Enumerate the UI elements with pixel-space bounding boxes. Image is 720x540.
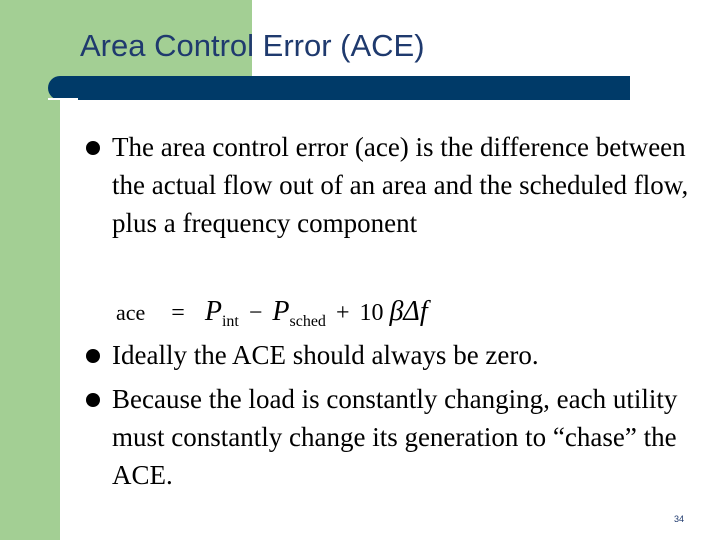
equation-minus: −	[248, 300, 263, 326]
ace-equation	[116, 296, 428, 331]
bullet-text: Ideally the ACE should always be zero.	[112, 340, 539, 370]
bullet-dot-icon	[86, 349, 100, 363]
equation-coefficient: 10	[359, 300, 384, 326]
bullet-dot-icon	[86, 393, 100, 407]
bullet-text: The area control error (ace) is the difference between the actual flow out of an area and the scheduled flow, plus a frequency component	[112, 132, 689, 238]
equation-p-int: $P_{int}$	[204, 296, 239, 330]
page-number: 34	[674, 514, 685, 524]
bullet-text: Because the load is constantly changing, each utility must constantly change its generation to “chase” the ACE.	[112, 384, 678, 490]
title-underline-bar	[48, 76, 630, 100]
equation-plus: +	[335, 300, 350, 326]
equation-p-sched: $P_{sched}$	[272, 296, 326, 330]
bullet-item	[86, 336, 706, 374]
bullet-dot-icon	[86, 141, 100, 155]
decorative-green-strip	[0, 88, 60, 540]
equation-equals: =	[171, 300, 185, 326]
slide-title: Area Control Error (ACE)	[80, 28, 425, 63]
equation-lhs: ace	[116, 300, 146, 325]
bullet-item	[86, 128, 706, 242]
bullet-item	[86, 380, 706, 494]
equation-frequency-term: βΔf	[389, 296, 428, 327]
